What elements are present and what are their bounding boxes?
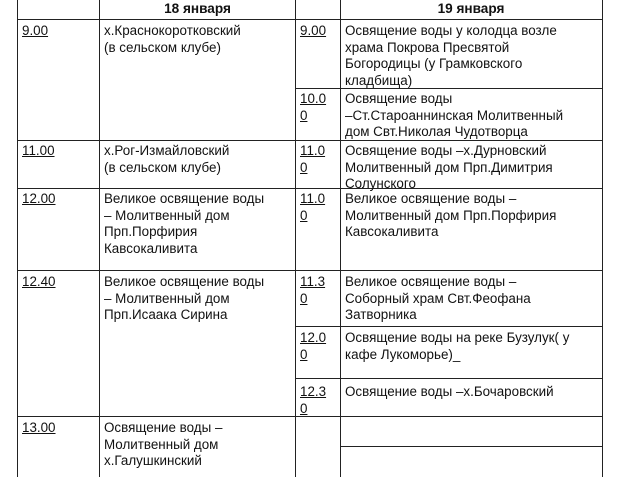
row-divider	[17, 19, 603, 20]
day1-time: 9.00	[22, 23, 49, 38]
day2-place: Освящение воды –х.Бочаровский	[345, 384, 554, 399]
day1-time: 11.00	[22, 143, 55, 158]
column-divider	[99, 0, 100, 477]
day2-time: 12.3 0	[300, 384, 327, 416]
day2-place: Великое освящение воды – Соборный храм Свт.Феофана Затворника	[345, 274, 531, 323]
row-divider	[17, 270, 603, 271]
table-border-left	[17, 0, 18, 477]
row-divider	[295, 326, 603, 327]
day1-place: Великое освящение воды – Молитвенный дом Прп.Исаака Сирина	[104, 274, 265, 323]
day2-time: 11.3 0	[300, 274, 326, 306]
day1-time: 12.00	[22, 191, 56, 206]
row-divider	[295, 378, 603, 379]
day2-place: Освящение воды –х.Дурновский Молитвенный дом Прп.Димитрия Солунского	[345, 143, 553, 192]
column-divider	[295, 0, 296, 477]
day2-place: Освящение воды у колодца возле храма Покрова Пресвятой Богородицы (у Грамковского кладбища)	[345, 23, 557, 88]
day2-time: 9.00	[300, 23, 327, 38]
day2-place: Освящение воды –Ст.Староаннинская Молитвенный дом Свт.Николая Чудотворца	[345, 91, 564, 140]
day1-place: х.Краснокоротковский (в сельском клубе)	[104, 23, 241, 55]
day1-time: 13.00	[22, 420, 56, 435]
day2-place: Освящение воды на реке Бузулук( у кафе Лукоморье)_	[345, 330, 570, 362]
day1-time: 12.40	[22, 274, 56, 289]
day2-time: 11.0 0	[300, 191, 326, 223]
day2-time: 12.0 0	[300, 330, 327, 362]
header-day2: 19 января	[437, 1, 505, 16]
row-divider	[340, 446, 603, 447]
day1-place: Великое освящение воды – Молитвенный дом Прп.Порфирия Кавсокаливита	[104, 191, 265, 256]
day1-place: Освящение воды – Молитвенный дом х.Галушкинский	[104, 420, 223, 469]
header-day1: 18 января	[164, 1, 231, 16]
day2-place: Великое освящение воды – Молитвенный дом Прп.Порфирия Кавсокаливита	[345, 191, 557, 240]
day1-place: х.Рог-Измайловский (в сельском клубе)	[104, 143, 230, 175]
day2-time: 11.0 0	[300, 143, 326, 175]
day2-time: 10.0 0	[300, 91, 327, 123]
column-divider	[340, 0, 341, 477]
table-border-right	[602, 0, 603, 477]
